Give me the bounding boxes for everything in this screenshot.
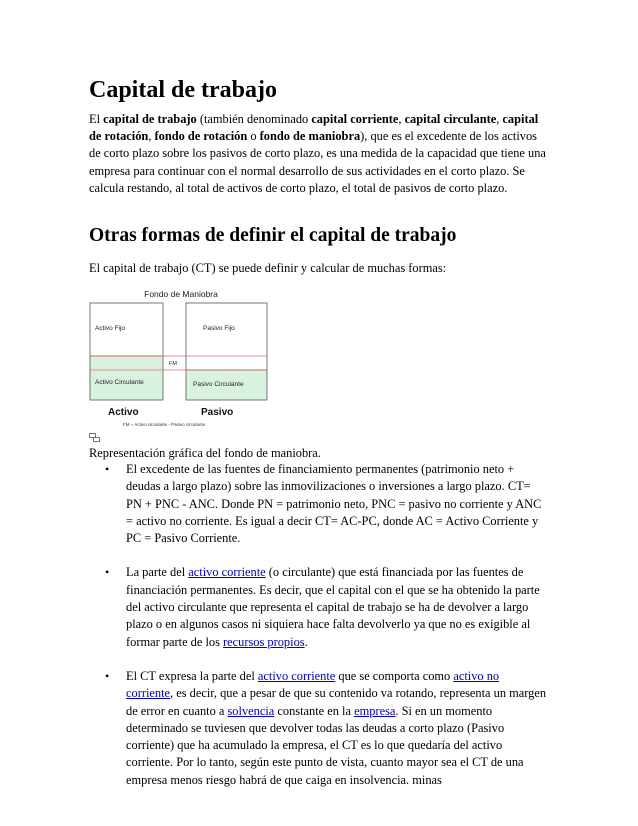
intro-bold-term: capital corriente bbox=[311, 112, 399, 126]
intro-text: El bbox=[89, 112, 104, 126]
list-item-text: que se comporta como bbox=[335, 668, 454, 683]
activo-circulante-box bbox=[90, 356, 163, 400]
pasivo-fijo-box bbox=[186, 303, 267, 370]
list-item-text: (o circulante) que está financiada por las fuentes de financiación permanentes. Es decir, que el capital con el que se ha obtenido la parte del activo circulante que representa el capital de trabajo se ha de devolver a largo plazo o en algunos casos ni siquiera hace falta devolverlo ya que no es exigible al formar parte de los bbox=[126, 565, 540, 649]
list-item-text: El excedente de las fuentes de financiamiento permanentes (patrimonio neto + deudas a largo plazo) sobre las inmovilizaciones o inversiones a largo plazo. CT= PN + PNC - ANC. Donde PN = patrimonio neto, PNC = pasivo no corriente y ANC = activo no corriente. Es igual a decir CT= AC-PC, donde AC = Activo Corriente y PC = Pasivo Corriente. bbox=[126, 462, 542, 546]
intro-bold-term: capital de trabajo bbox=[103, 112, 197, 126]
list-item-text: constante en la bbox=[274, 703, 355, 718]
list-item-text: . Si en un momento determinado se tuviesen que devolver todas las deudas a corto plazo (Pasivo corriente) que ha acumulado la empresa, el CT es lo que quedaría del activo corriente. Por lo tanto, según este punto de vista, cuanto mayor sea el CT de una empresa menos riesgo habrá de que caiga en insolvencia. minas bbox=[126, 703, 524, 787]
diagram-title: Fondo de Maniobra bbox=[144, 289, 218, 299]
list-item bbox=[89, 564, 549, 650]
bullet-icon: • bbox=[105, 565, 110, 580]
link-activo-corriente[interactable]: activo corriente bbox=[188, 565, 266, 580]
list-item-text: , es decir, que a pesar de que su contenido va rotando, representa un margen de error en cuanto a bbox=[126, 686, 547, 718]
image-placeholder-icon bbox=[89, 433, 100, 442]
bullet-icon: • bbox=[105, 668, 110, 683]
fondo-maniobra-diagram bbox=[89, 285, 274, 433]
pasivo-circulante-label: Pasivo Circulante bbox=[193, 381, 244, 388]
intro-text: o bbox=[247, 129, 260, 144]
definitions-list bbox=[89, 461, 549, 806]
intro-text: , bbox=[148, 129, 155, 144]
list-item-text: El CT expresa la parte del bbox=[126, 668, 258, 683]
intro-text: (también denominado bbox=[196, 112, 312, 126]
fm-label: FM bbox=[169, 361, 177, 367]
image-caption: Representación gráfica del fondo de maniobra. bbox=[89, 446, 321, 460]
list-item bbox=[89, 668, 549, 789]
link-recursos-propios[interactable]: recursos propios bbox=[223, 634, 305, 649]
intro-paragraph bbox=[89, 111, 549, 197]
intro-bold-term: capital de rotación bbox=[89, 112, 539, 144]
list-item bbox=[89, 461, 549, 547]
page-title: Capital de trabajo bbox=[89, 77, 277, 103]
activo-fijo-label: Activo Fijo bbox=[95, 325, 125, 332]
intro-text: , bbox=[398, 112, 405, 126]
pasivo-fijo-label: Pasivo Fijo bbox=[203, 325, 235, 332]
link-solvencia[interactable]: solvencia bbox=[227, 703, 275, 718]
activo-label: Activo bbox=[108, 407, 139, 418]
bullet-icon: • bbox=[105, 462, 110, 476]
activo-circulante-label: Activo Circulante bbox=[95, 379, 144, 386]
intro-text: ), que es el excedente de los activos de corto plazo sobre los pasivos de corto plazo, es una medida de la capacidad que tiene una empresa para continuar con el normal desarrollo de sus actividades en el corto plazo. Se calcula restando, al total de activos de corto plazo, el total de pasivos de corto plazo. bbox=[89, 129, 546, 195]
intro-bold-term: fondo de maniobra bbox=[259, 129, 361, 144]
pasivo-label: Pasivo bbox=[201, 407, 234, 418]
section-intro: El capital de trabajo (CT) se puede definir y calcular de muchas formas: bbox=[89, 261, 447, 275]
list-item-text: . bbox=[304, 634, 308, 649]
link-empresa[interactable]: empresa bbox=[354, 703, 396, 718]
list-item-text: La parte del bbox=[126, 565, 189, 580]
intro-bold-term: capital circulante bbox=[404, 112, 497, 126]
link-activo-corriente[interactable]: activo corriente bbox=[257, 668, 336, 683]
fm-formula: FM = Activo circulante - Pasivo circulante bbox=[123, 422, 206, 427]
intro-bold-term: fondo de rotación bbox=[154, 129, 248, 144]
link-activo-no-corriente[interactable]: activo no corriente bbox=[126, 668, 500, 701]
section-heading: Otras formas de definir el capital de trabajo bbox=[89, 225, 457, 246]
intro-text: , bbox=[496, 112, 503, 126]
